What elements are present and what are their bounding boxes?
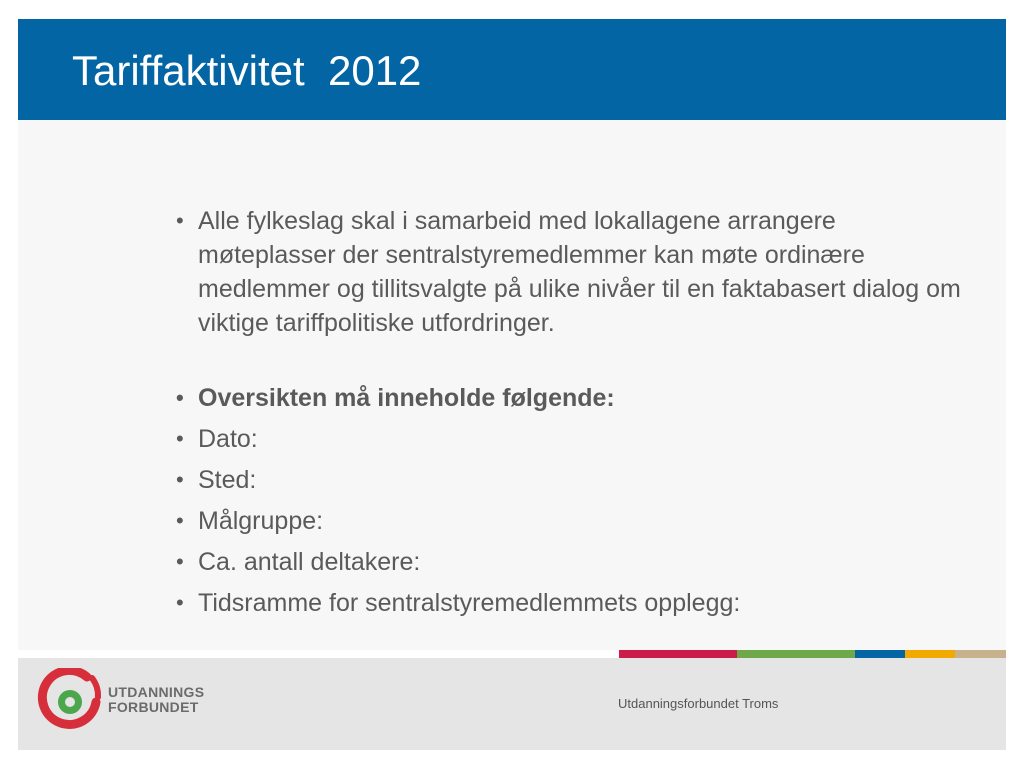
slide-title: Tariffaktivitet 2012 [72, 47, 422, 94]
color-strip-yellow [905, 650, 955, 658]
bullet-list [176, 204, 976, 627]
logo-wordmark-line2: FORBUNDET [108, 699, 199, 715]
bullet-item-participants: • Ca. antall deltakere: [176, 545, 976, 579]
bullet-item-date: • Dato: [176, 422, 976, 456]
utdanningsforbundet-logo-icon [37, 668, 103, 732]
bullet-item-place: • Sted: [176, 463, 976, 497]
color-strip-tan [955, 650, 1006, 658]
logo-wordmark [108, 685, 204, 715]
bullet-item-intro: • Alle fylkeslag skal i samarbeid med lokallagene arrangere møteplasser der sentralstyremedlemmer kan møte ordinære medlemmer og tillitsvalgte på ulike nivåer til en faktabasert dialog om viktige tariffpolitiske utfordringer. [176, 204, 976, 340]
bullet-item-target-group: • Målgruppe: [176, 504, 976, 538]
color-strip-green [737, 650, 855, 658]
footer-organization: Utdanningsforbundet Troms [618, 696, 779, 711]
color-strip-blue [855, 650, 905, 658]
bullet-item-timeframe: • Tidsramme for sentralstyremedlemmets opplegg: [176, 586, 976, 620]
color-strip-red [619, 650, 737, 658]
bullet-item-overview-heading: • Oversikten må inneholde følgende: [176, 381, 976, 415]
logo-wordmark-line1: UTDANNINGS [108, 684, 205, 700]
